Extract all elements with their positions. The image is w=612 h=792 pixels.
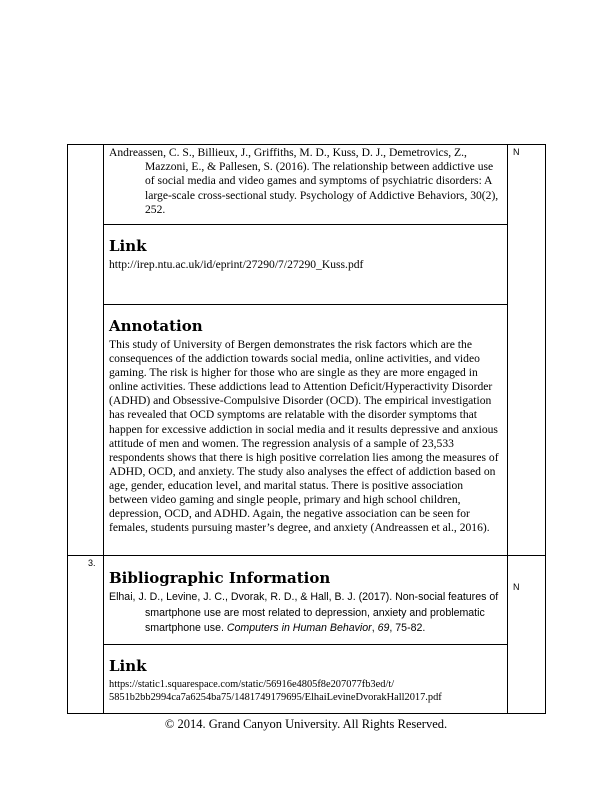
citation-volume: 69 xyxy=(377,622,390,635)
link-cell xyxy=(103,236,507,272)
table-border-left xyxy=(67,144,68,713)
link-url-line-1[interactable]: https://static1.squarespace.com/static/56916e4805f8e207077fb3ed/t/ xyxy=(109,679,395,690)
annotation-text: This study of University of Bergen demonstrates the risk factors which are the consequences of the addiction towards social media, online activities, and video gaming. The risk is higher for those who are single as they are more engaged in online activities. These addictions lead to Attention Deficit/Hyperactivity Disorder (ADHD) and Obsessive-Compulsive Disorder (OCD). The empirical investigation has revealed that OCD symptoms are relatable with the disorder symptoms that happen for excessive addiction in social media and it results depressive and anxious attitude of men and women. The regression analysis of a sample of 23,533 respondents shows that there is high positive correlation lies among the measures of ADHD, OCD, and anxiety. The study also analyses the effect of addiction based on age, gender, education level, and marital status. There is positive association between video gaming and single people, primary and high school children, depression, OCD, and ADHD. Again, the negative association can be seen for females, students pursuing master’s degree, and anxiety (Andreassen et al., 2016). xyxy=(109,338,499,535)
citation-journal: Computers in Human Behavior xyxy=(226,622,372,635)
biblio-cell xyxy=(103,568,507,637)
citation-pages: , 75-82. xyxy=(389,622,426,635)
table-border-top xyxy=(67,144,546,145)
citation-text xyxy=(109,590,501,637)
table-border-right xyxy=(545,144,546,713)
table-border-col2 xyxy=(507,144,508,713)
table-border-bottom xyxy=(67,713,546,714)
row-divider xyxy=(103,304,508,305)
citation-cell xyxy=(103,146,507,217)
link-cell xyxy=(103,656,507,704)
citation-main: Elhai, J. D., Levine, J. C., Dvorak, R. D., & Hall, B. J. (2017). Non-social features of smartphone use are most related to depression, anxiety and problematic smartphone use. xyxy=(109,591,499,635)
citation-text: Andreassen, C. S., Billieux, J., Griffiths, M. D., Kuss, D. J., Demetrovics, Z., Mazzoni, E., & Pallesen, S. (2016). The relationship between addictive use of social media and video games and symptoms of psychiatric disorders: A large-scale cross-sectional study. Psychology of Addictive Behaviors, 30(2), 252. xyxy=(109,146,499,216)
row-divider xyxy=(67,555,546,556)
link-url-line-2[interactable]: 5851b2bb2994ca7a6254ba75/1481749179695/ElhaiLevineDvorakHall2017.pdf xyxy=(109,692,442,703)
link-heading: Link xyxy=(109,237,147,255)
status-mark: N xyxy=(513,147,520,157)
biblio-heading: Bibliographic Information xyxy=(109,569,331,587)
status-mark: N xyxy=(513,582,520,592)
annotation-cell xyxy=(103,316,507,535)
annotation-heading: Annotation xyxy=(109,317,203,335)
link-url[interactable]: http://irep.ntu.ac.uk/id/eprint/27290/7/27290_Kuss.pdf xyxy=(109,258,364,271)
link-heading: Link xyxy=(109,657,147,675)
row-divider xyxy=(103,224,508,225)
copyright-footer: © 2014. Grand Canyon University. All Rights Reserved. xyxy=(164,717,448,731)
row-divider xyxy=(103,644,508,645)
citation-sep: , xyxy=(371,622,378,635)
entry-number: 3. xyxy=(88,558,96,568)
